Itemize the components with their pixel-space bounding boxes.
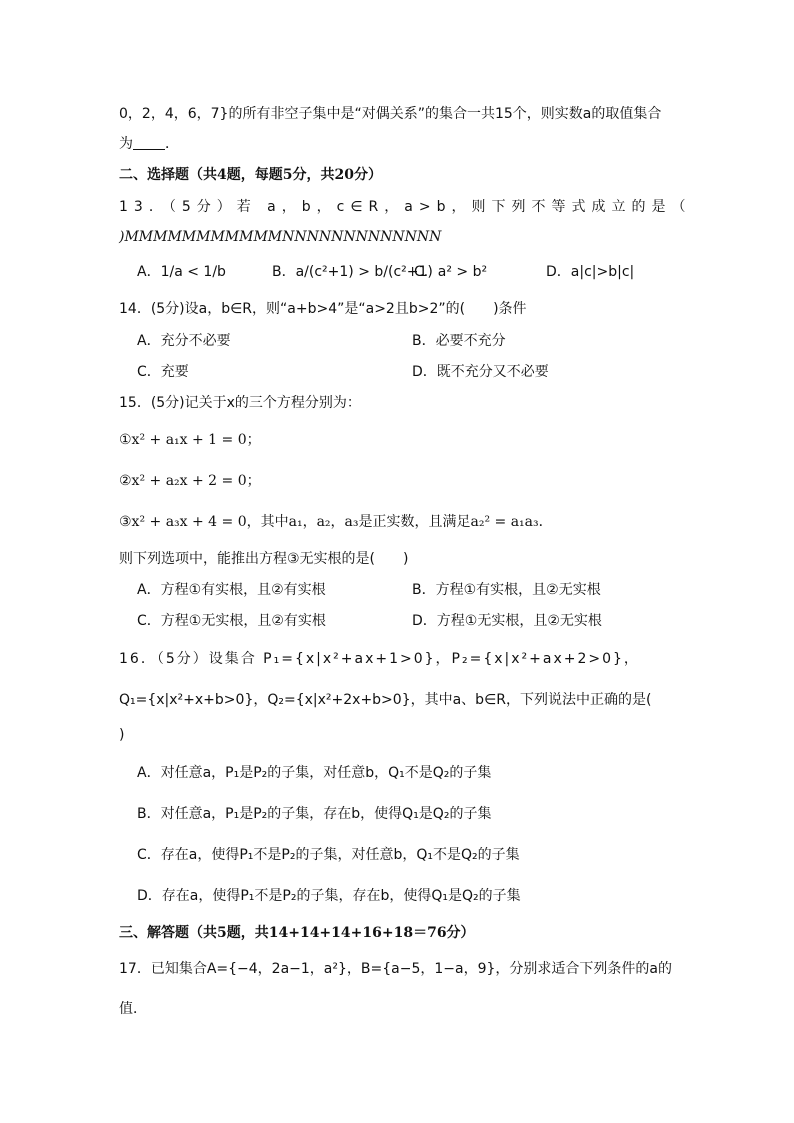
q15-option-b: B．方程①有实根，且②无实根 xyxy=(412,582,601,598)
q16-stem-line2: Q₁={x|x²+x+b>0}，Q₂={x|x²+2x+b>0}，其中a、b∈R，下列说法中正确的是( xyxy=(119,692,652,708)
q17-line1: 17．已知集合A={−4，2a−1，a²}，B={a−5，1−a，9}，分别求适合下列条件的a的 xyxy=(119,961,672,977)
q15-equation-3: ③x² + a₃x + 4 = 0，其中a₁，a₂，a₃是正实数，且满足a₂² = a₁a₃． xyxy=(119,514,553,530)
q13-stem: 13．（5分）若 a，b，c∈R，a>b，则下列不等式成立的是（ xyxy=(119,199,692,215)
q17-line2: 值． xyxy=(119,1001,147,1017)
q15-option-a: A．方程①有实根，且②有实根 xyxy=(137,582,326,598)
q16-option-a: A．对任意a，P₁是P₂的子集，对任意b，Q₁不是Q₂的子集 xyxy=(137,765,492,781)
section-2-heading: 二、选择题（共4题，每题5分，共20分） xyxy=(119,167,382,183)
q13-option-a: A．1/a < 1/b xyxy=(137,264,226,280)
q12-line2-prefix: 为 xyxy=(119,136,133,152)
q15-option-d: D．方程①无实根，且②无实根 xyxy=(412,613,602,629)
q15-option-c: C．方程①无实根，且②有实根 xyxy=(137,613,326,629)
q13-option-b: B．a/(c²+1) > b/(c²+1) xyxy=(272,264,433,280)
section-3-heading: 三、解答题（共5题，共14+14+14+16+18＝76分） xyxy=(119,925,475,941)
q13-option-d: D．a|c|>b|c| xyxy=(546,264,635,280)
q15-question: 则下列选项中，能推出方程③无实根的是( ) xyxy=(119,551,409,567)
q16-option-c: C．存在a，使得P₁不是P₂的子集，对任意b，Q₁不是Q₂的子集 xyxy=(137,847,520,863)
q12-line1: 0，2，4，6，7}的所有非空子集中是“对偶关系”的集合一共15个，则实数a的取值集合 xyxy=(119,106,662,122)
q15-equation-2: ②x² + a₂x + 2 = 0； xyxy=(119,473,261,489)
q13-option-c: C．a² > b² xyxy=(414,264,488,280)
q14-option-d: D．既不充分又不必要 xyxy=(412,364,549,380)
q16-option-b: B．对任意a，P₁是P₂的子集，存在b，使得Q₁是Q₂的子集 xyxy=(137,806,492,822)
answer-blank xyxy=(133,135,165,150)
q14-stem: 14．(5分)设a，b∈R，则“a+b>4”是“a>2且b>2”的( )条件 xyxy=(119,301,527,317)
q16-option-d: D．存在a，使得P₁不是P₂的子集，存在b，使得Q₁是Q₂的子集 xyxy=(137,888,521,904)
q15-stem: 15．(5分)记关于x的三个方程分别为： xyxy=(119,395,361,411)
q14-option-b: B．必要不充分 xyxy=(412,333,506,349)
q15-equation-1: ①x² + a₁x + 1 = 0； xyxy=(119,432,261,448)
q12-line2-suffix: ． xyxy=(165,136,179,152)
q14-option-a: A．充分不必要 xyxy=(137,333,231,349)
q13-stem-tail: )MMMMMMMMMMMNNNNNNNNNNNNN xyxy=(119,229,442,245)
q16-stem-line3: ) xyxy=(119,727,125,743)
q16-stem-line1: 16．（5分）设集合 P₁={x|x²+ax+1>0}，P₂={x|x²+ax+2>0}， xyxy=(119,651,640,667)
q12-line2 xyxy=(119,134,179,154)
q14-option-c: C．充要 xyxy=(137,364,189,380)
